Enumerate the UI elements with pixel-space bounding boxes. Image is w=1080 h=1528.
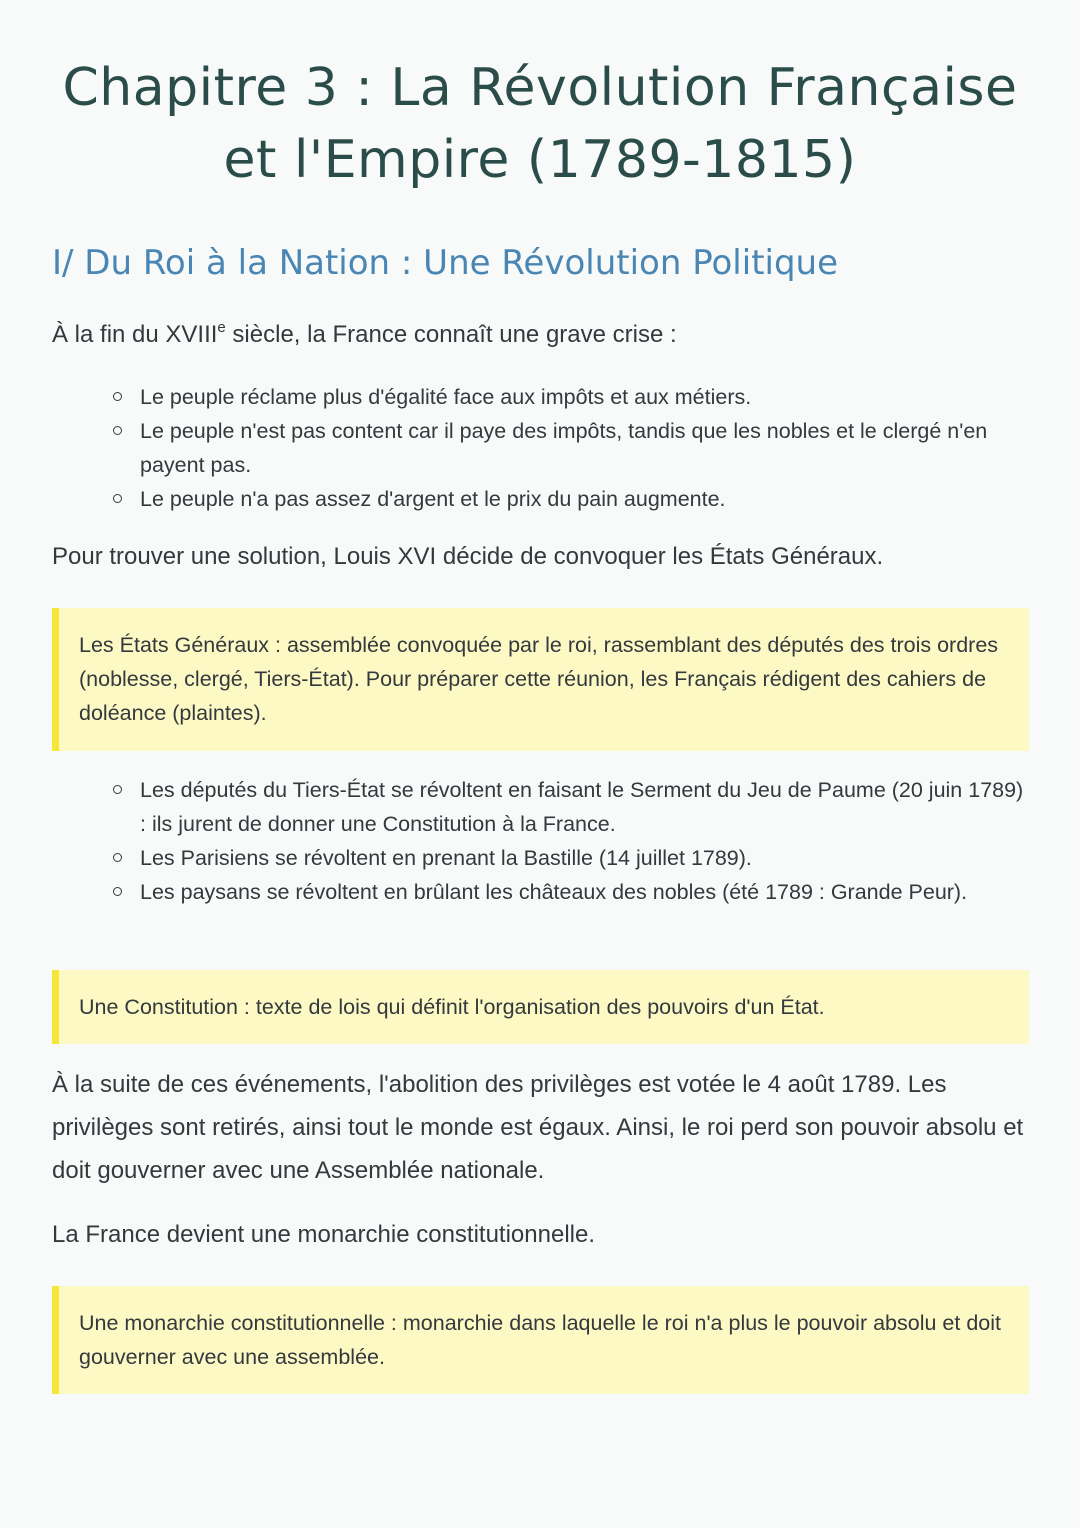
list-item [110,773,1030,841]
bullet-circle-icon [113,494,122,503]
list-item [110,482,1030,516]
bullet-circle-icon [113,392,122,401]
monarchie-paragraph: La France devient une monarchie constitutionnelle. [52,1221,595,1248]
list-item-text: Les paysans se révoltent en brûlant les châteaux des nobles (été 1789 : Grande Peur). [140,880,968,904]
list-item-text: Les députés du Tiers-État se révoltent en faisant le Serment du Jeu de Paume (20 juin 1789) : ils jurent de donner une Constitution à la France. [140,778,1024,836]
abolition-paragraph: À la suite de ces événements, l'abolition des privilèges est votée le 4 août 1789. Les privilèges sont retirés, ainsi tout le monde est égaux. Ainsi, le roi perd son pouvoir absolu et doit gouverner avec une Assemblée nationale. [52,1071,1024,1184]
list-item-text: Le peuple n'a pas assez d'argent et le prix du pain augmente. [140,487,726,511]
century-superscript: e [217,319,226,336]
callout-text: Une monarchie constitutionnelle : monarchie dans laquelle le roi n'a plus le pouvoir absolu et doit gouverner avec une assemblée. [79,1311,1001,1369]
list-item [110,841,1030,875]
list-item-text: Le peuple réclame plus d'égalité face aux impôts et aux métiers. [140,385,752,409]
bullet-circle-icon [113,853,122,862]
crisis-list [110,380,1030,516]
definition-monarchie-constitutionnelle [52,1286,1029,1394]
list-item-text: Le peuple n'est pas content car il paye des impôts, tandis que les nobles et le clergé n'en payent pas. [140,419,988,477]
intro-text-start: À la fin du XVIII [52,321,218,348]
list-item [110,414,1030,482]
list-item [110,875,1030,909]
callout-text: Les États Généraux : assemblée convoquée par le roi, rassemblant des députés des trois ordres (noblesse, clergé, Tiers-État). Pour préparer cette réunion, les Français rédigent des cahiers de doléance (plaintes). [79,633,999,725]
intro-paragraph [52,313,1032,356]
section-heading: I/ Du Roi à la Nation : Une Révolution Politique [52,243,839,283]
revolts-list [110,773,1030,909]
solution-paragraph: Pour trouver une solution, Louis XVI décide de convoquer les États Généraux. [52,543,884,570]
bullet-circle-icon [113,887,122,896]
list-item-text: Les Parisiens se révoltent en prenant la Bastille (14 juillet 1789). [140,846,752,870]
list-item [110,380,1030,414]
page-title: Chapitre 3 : La Révolution Française et l'Empire (1789-1815) [62,58,1018,190]
bullet-circle-icon [113,785,122,794]
callout-text: Une Constitution : texte de lois qui définit l'organisation des pouvoirs d'un État. [79,995,825,1019]
intro-text-end: siècle, la France connaît une grave crise : [225,321,677,348]
definition-constitution [52,970,1029,1044]
definition-etats-generaux [52,608,1029,751]
bullet-circle-icon [113,426,122,435]
